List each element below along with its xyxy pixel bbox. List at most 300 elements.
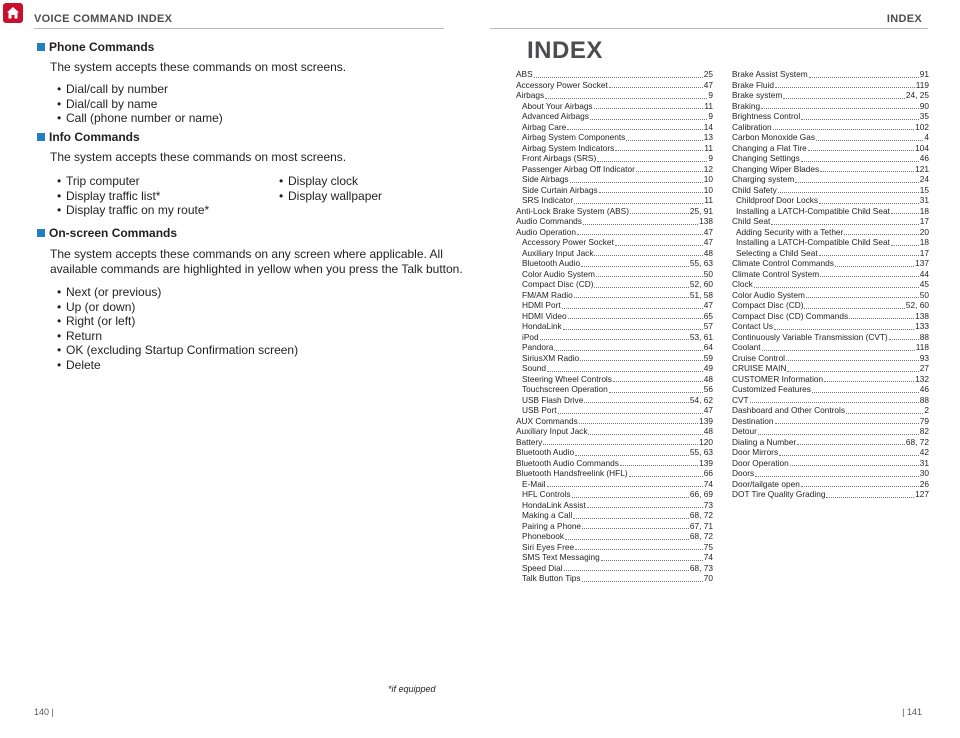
list-item: • Dial/call by name (57, 97, 346, 112)
left-page-header: VOICE COMMAND INDEX (34, 13, 173, 25)
dot-leader (761, 108, 919, 109)
index-entry[interactable] (732, 342, 929, 353)
index-entry-page[interactable]: 119 (915, 79, 929, 90)
index-entry-page[interactable]: 10 (703, 184, 713, 195)
index-entry[interactable] (516, 185, 713, 196)
index-entry-term: USB Flash Drive (522, 394, 584, 405)
index-entry-page[interactable]: 118 (915, 342, 929, 352)
index-entry-page[interactable]: 65 (703, 310, 713, 321)
index-entry[interactable] (732, 290, 929, 301)
dot-leader (567, 129, 702, 130)
index-entry[interactable] (516, 405, 713, 416)
index-entry[interactable] (516, 174, 713, 185)
right-page-header: INDEX (886, 13, 922, 25)
index-entry-term: Doors (732, 468, 755, 478)
index-entry[interactable] (732, 195, 929, 206)
dot-leader (844, 234, 918, 235)
index-entry-page[interactable]: 46 (919, 153, 929, 163)
index-entry[interactable] (516, 384, 713, 395)
index-entry-term: Audio Commands (516, 216, 582, 226)
index-title: INDEX (527, 37, 603, 64)
index-entry-page[interactable]: 90 (919, 100, 929, 111)
index-entry[interactable] (732, 405, 929, 416)
index-entry-term: Color Audio System (522, 268, 595, 279)
index-entry-term: Compact Disc (CD) (522, 279, 594, 289)
section-marker-icon (37, 229, 45, 237)
index-entry-term: Contact Us (732, 321, 774, 331)
index-entry[interactable] (732, 248, 929, 259)
index-entry-term: Auxiliary Input Jack (522, 247, 594, 258)
index-entry[interactable] (732, 363, 929, 374)
index-entry-page[interactable]: 35 (919, 111, 929, 121)
index-entry[interactable] (516, 216, 713, 227)
index-entry[interactable] (516, 258, 713, 269)
index-entry[interactable] (732, 90, 929, 101)
index-entry-page[interactable]: 13 (703, 132, 713, 142)
index-entry[interactable] (516, 510, 713, 521)
index-entry-page[interactable]: 55, 63 (689, 447, 713, 457)
dot-leader (570, 182, 703, 183)
index-entry-page[interactable]: 25 (703, 69, 713, 79)
index-entry-page[interactable]: 56 (703, 384, 713, 394)
index-entry[interactable] (732, 153, 929, 164)
index-entry-page[interactable]: 48 (703, 426, 713, 436)
index-entry-page[interactable]: 50 (919, 289, 929, 300)
index-entry-term: Making a Call (522, 510, 573, 520)
index-entry-term: Airbag System Components (522, 132, 626, 142)
footnote: *if equipped (388, 684, 436, 694)
index-entry-page[interactable]: 121 (915, 163, 929, 174)
dot-leader (809, 77, 919, 78)
index-entry[interactable] (516, 521, 713, 532)
index-entry[interactable] (732, 279, 929, 290)
index-entry[interactable] (516, 542, 713, 553)
index-entry-term: Clock (732, 279, 753, 289)
index-entry-page[interactable]: 53, 61 (689, 331, 713, 342)
index-entry-term: Installing a LATCH-Compatible Child Seat (736, 205, 890, 216)
index-entry[interactable] (516, 227, 713, 238)
index-entry-term: Phonebook (522, 531, 564, 541)
dot-leader (786, 360, 919, 361)
index-entry[interactable] (516, 195, 713, 206)
index-entry[interactable] (732, 164, 929, 175)
dot-leader (806, 297, 919, 298)
index-entry-page[interactable]: 18 (919, 205, 929, 216)
dot-leader (590, 119, 707, 120)
index-entry-page[interactable]: 26 (919, 478, 929, 489)
index-entry[interactable] (732, 174, 929, 185)
dot-leader (820, 171, 914, 172)
index-entry[interactable] (516, 426, 713, 437)
index-entry-term: Passenger Airbag Off Indicator (522, 163, 635, 174)
index-entry[interactable] (732, 227, 929, 238)
index-entry-page[interactable]: 68, 72 (689, 510, 713, 520)
index-entry[interactable] (516, 311, 713, 322)
index-entry-page[interactable]: 11 (704, 100, 713, 111)
index-entry[interactable] (732, 321, 929, 332)
index-entry-page[interactable]: 74 (703, 552, 713, 562)
index-entry-page[interactable]: 9 (708, 111, 713, 121)
index-entry[interactable] (732, 122, 929, 133)
index-entry[interactable] (732, 237, 929, 248)
section-intro: The system accepts these commands on most screens. (50, 60, 347, 74)
index-entry-page[interactable]: 31 (919, 195, 929, 205)
index-entry-term: HondaLink Assist (522, 499, 586, 510)
index-entry-term: Changing Settings (732, 153, 800, 163)
index-entry-page[interactable]: 48 (703, 247, 713, 258)
index-entry[interactable] (516, 395, 713, 406)
index-entry[interactable] (516, 374, 713, 385)
index-entry[interactable] (732, 111, 929, 122)
index-entry-term: Pandora (522, 342, 554, 352)
index-entry[interactable] (516, 153, 713, 164)
dot-leader (750, 402, 919, 403)
index-entry[interactable] (516, 269, 713, 280)
index-entry-page[interactable]: 55, 63 (689, 258, 713, 268)
index-entry[interactable] (516, 563, 713, 574)
index-entry-page[interactable]: 17 (919, 216, 929, 226)
index-entry[interactable] (516, 111, 713, 122)
dot-leader (609, 392, 703, 393)
dot-leader (795, 182, 919, 183)
dot-leader (846, 413, 923, 414)
index-entry[interactable] (732, 69, 929, 80)
index-entry[interactable] (516, 300, 713, 311)
index-entry-page[interactable]: 17 (919, 247, 929, 258)
dot-leader (562, 308, 703, 309)
index-entry-page[interactable]: 10 (703, 174, 713, 184)
dot-leader (826, 497, 914, 498)
index-entry-term: Continuously Variable Transmission (CVT) (732, 331, 888, 342)
index-entry-page[interactable]: 11 (704, 195, 713, 205)
index-entry[interactable] (732, 143, 929, 154)
index-entry-page[interactable]: 68, 72 (905, 436, 929, 447)
home-icon[interactable] (3, 3, 23, 23)
index-entry-page[interactable]: 44 (919, 268, 929, 279)
index-entry[interactable] (516, 489, 713, 500)
index-entry-page[interactable]: 11 (704, 142, 713, 153)
index-entry-page[interactable]: 24, 25 (905, 90, 929, 100)
dot-leader (629, 476, 703, 477)
dot-leader (582, 528, 689, 529)
index-entry-page[interactable]: 104 (915, 142, 929, 153)
index-entry-page[interactable]: 68, 72 (689, 531, 713, 541)
index-entry[interactable] (516, 290, 713, 301)
index-entry[interactable] (732, 426, 929, 437)
index-entry-page[interactable]: 49 (703, 363, 713, 373)
dot-leader (543, 444, 698, 445)
index-entry-term: FM/AM Radio (522, 289, 573, 300)
bullet-list (279, 174, 487, 218)
index-entry-page[interactable]: 46 (919, 384, 929, 394)
index-entry-page[interactable]: 47 (703, 300, 713, 310)
index-entry[interactable] (516, 69, 713, 80)
index-entry[interactable] (732, 374, 929, 385)
index-entry-page[interactable]: 2 (924, 405, 929, 415)
index-entry[interactable] (516, 101, 713, 112)
index-entry[interactable] (732, 384, 929, 395)
index-entry-page[interactable]: 12 (703, 163, 713, 174)
index-entry-page[interactable]: 54, 62 (689, 394, 713, 405)
index-entry-page[interactable]: 45 (919, 279, 929, 289)
index-entry-term: Door Mirrors (732, 447, 779, 457)
dot-leader (540, 339, 689, 340)
index-entry-page[interactable]: 82 (919, 426, 929, 436)
index-entry-term: Side Airbags (522, 174, 569, 184)
dot-leader (575, 455, 689, 456)
dot-leader (587, 507, 703, 508)
index-entry-page[interactable]: 9 (708, 90, 713, 100)
index-entry-page[interactable]: 127 (915, 489, 929, 499)
index-entry-term: Changing a Flat Tire (732, 142, 807, 153)
index-entry-term: CUSTOMER Information (732, 373, 824, 384)
index-entry-page[interactable]: 48 (703, 373, 713, 384)
index-entry[interactable] (732, 185, 929, 196)
index-entry-page[interactable]: 73 (703, 499, 713, 510)
index-entry-term: Detour (732, 426, 757, 436)
dot-leader (580, 360, 703, 361)
index-entry[interactable] (732, 269, 929, 280)
index-entry[interactable] (732, 300, 929, 311)
index-entry[interactable] (732, 458, 929, 469)
index-entry-page[interactable]: 132 (915, 373, 929, 384)
index-entry-term: SMS Text Messaging (522, 552, 600, 562)
index-entry[interactable] (732, 479, 929, 490)
index-entry[interactable] (516, 458, 713, 469)
dot-leader (594, 287, 688, 288)
index-entry-term: Siri Eyes Free (522, 541, 575, 552)
index-entry-page[interactable]: 79 (919, 415, 929, 426)
dot-leader (787, 371, 918, 372)
index-entry-page[interactable]: 18 (919, 237, 929, 247)
index-entry-page[interactable]: 24 (919, 174, 929, 184)
index-entry[interactable] (516, 279, 713, 290)
index-entry-page[interactable]: 137 (915, 258, 929, 268)
dot-leader (584, 402, 689, 403)
index-entry[interactable] (732, 437, 929, 448)
dot-leader (597, 161, 707, 162)
dot-leader (572, 497, 689, 498)
index-entry-page[interactable]: 25, 91 (689, 205, 713, 216)
index-entry[interactable] (732, 132, 929, 143)
dot-leader (762, 350, 915, 351)
index-entry[interactable] (516, 332, 713, 343)
section-intro: The system accepts these commands on most screens. (50, 150, 347, 164)
index-entry-term: E-Mail (522, 478, 546, 489)
index-entry[interactable] (732, 311, 929, 322)
list-item: • Display clock (279, 174, 487, 189)
index-entry-page[interactable]: 88 (919, 331, 929, 342)
index-entry-page[interactable]: 57 (703, 321, 713, 331)
dot-leader (626, 140, 702, 141)
index-entry-page[interactable]: 15 (919, 184, 929, 195)
index-entry-term: HDMI Video (522, 310, 567, 321)
index-entry-page[interactable]: 67, 71 (689, 520, 713, 531)
dot-leader (579, 423, 698, 424)
index-entry-term: Compact Disc (CD) (732, 300, 804, 310)
index-entry-page[interactable]: 42 (919, 447, 929, 457)
index-entry[interactable] (732, 332, 929, 343)
index-entry-term: HDMI Port (522, 300, 561, 310)
list-item: • Display traffic on my route* (57, 203, 265, 218)
index-entry-page[interactable]: 51, 58 (689, 289, 713, 300)
index-entry[interactable] (732, 206, 929, 217)
index-entry[interactable] (516, 122, 713, 133)
index-entry-page[interactable]: 93 (919, 352, 929, 363)
index-entry[interactable] (516, 479, 713, 490)
header-divider-right (490, 28, 928, 29)
index-entry[interactable] (732, 468, 929, 479)
index-entry-term: Door/tailgate open (732, 478, 800, 489)
index-entry[interactable] (516, 416, 713, 427)
index-entry-page[interactable]: 133 (915, 321, 929, 331)
index-entry-page[interactable]: 74 (703, 478, 713, 489)
index-entry-term: Brightness Control (732, 111, 801, 121)
index-entry[interactable] (732, 353, 929, 364)
index-entry-term: Child Seat (732, 216, 771, 226)
index-entry[interactable] (516, 80, 713, 91)
index-entry-page[interactable]: 70 (703, 573, 713, 583)
dot-leader (577, 234, 703, 235)
index-entry-page[interactable]: 27 (919, 363, 929, 373)
dot-leader (808, 150, 914, 151)
index-entry-term: Accessory Power Socket (516, 79, 608, 90)
list-item: • OK (excluding Startup Confirmation screen) (57, 343, 463, 358)
index-entry-page[interactable]: 139 (699, 457, 713, 468)
index-entry-term: Advanced Airbags (522, 111, 589, 121)
index-entry[interactable] (516, 468, 713, 479)
dot-leader (849, 318, 914, 319)
dot-leader (547, 371, 703, 372)
index-entry-page[interactable]: 138 (915, 310, 929, 321)
index-entry[interactable] (732, 101, 929, 112)
index-entry-page[interactable]: 9 (708, 153, 713, 163)
index-entry-page[interactable]: 52, 60 (689, 279, 713, 289)
index-entry[interactable] (732, 80, 929, 91)
index-entry[interactable] (516, 206, 713, 217)
index-entry[interactable] (516, 552, 713, 563)
list-item: • Return (57, 329, 463, 344)
dot-leader (775, 87, 915, 88)
index-entry[interactable] (732, 489, 929, 500)
index-entry-term: Braking (732, 100, 761, 111)
index-entry[interactable] (516, 353, 713, 364)
list-item: • Delete (57, 358, 463, 373)
index-entry-page[interactable]: 66 (703, 468, 713, 478)
index-entry-term: Changing Wiper Blades (732, 163, 820, 174)
dot-leader (779, 455, 919, 456)
index-entry-page[interactable]: 64 (703, 342, 713, 352)
index-entry-page[interactable]: 91 (919, 69, 929, 79)
index-entry[interactable] (516, 90, 713, 101)
index-entry[interactable] (516, 447, 713, 458)
section-heading: On-screen Commands (37, 226, 463, 240)
index-entry[interactable] (732, 416, 929, 427)
dot-leader (565, 539, 689, 540)
index-entry-page[interactable]: 47 (703, 405, 713, 415)
dot-leader (783, 98, 905, 99)
index-entry-term: Bluetooth Audio (522, 258, 581, 268)
index-entry[interactable] (732, 258, 929, 269)
list-item: • Trip computer (57, 174, 265, 189)
index-entry[interactable] (516, 248, 713, 259)
index-entry-page[interactable]: 47 (703, 79, 713, 90)
index-entry-page[interactable]: 102 (915, 121, 929, 132)
index-entry-term: Dialing a Number (732, 436, 797, 447)
list-item: • Right (or left) (57, 314, 463, 329)
index-entry-page[interactable]: 138 (699, 216, 713, 226)
index-entry[interactable] (516, 500, 713, 511)
index-entry-page[interactable]: 4 (924, 132, 929, 142)
bullet-list (57, 174, 265, 218)
index-entry[interactable] (516, 342, 713, 353)
index-entry-term: iPod (522, 331, 539, 342)
index-entry[interactable] (516, 164, 713, 175)
index-entry-term: Audio Operation (516, 226, 576, 237)
index-entry-term: Charging system (732, 174, 795, 184)
dot-leader (891, 213, 919, 214)
index-entry-term: AUX Commands (516, 415, 578, 426)
index-entry[interactable] (516, 437, 713, 448)
index-entry[interactable] (516, 143, 713, 154)
index-entry-page[interactable]: 14 (703, 121, 713, 132)
index-entry-page[interactable]: 47 (703, 226, 713, 237)
index-entry[interactable] (516, 132, 713, 143)
index-entry-term: Brake Fluid (732, 79, 774, 90)
index-entry[interactable] (732, 395, 929, 406)
index-entry[interactable] (516, 573, 713, 584)
index-entry-page[interactable]: 50 (703, 268, 713, 279)
index-entry-term: Door Operation (732, 457, 789, 468)
index-column-2 (732, 69, 929, 500)
index-entry-term: Auxiliary Input Jack (516, 426, 588, 436)
index-entry-page[interactable]: 47 (703, 237, 713, 247)
index-entry-page[interactable]: 120 (699, 436, 713, 447)
index-entry-term: Color Audio System (732, 289, 805, 300)
right-page-number: | 141 (902, 707, 922, 717)
dot-leader (615, 245, 703, 246)
index-entry[interactable] (732, 216, 929, 227)
index-entry-page[interactable]: 31 (919, 457, 929, 468)
dot-leader (558, 413, 703, 414)
index-entry[interactable] (516, 363, 713, 374)
index-entry-term: Side Curtain Airbags (522, 184, 598, 195)
index-entry-page[interactable]: 66, 69 (689, 489, 713, 499)
index-entry-page[interactable]: 59 (703, 352, 713, 363)
index-entry[interactable] (516, 531, 713, 542)
index-entry-page[interactable]: 75 (703, 541, 713, 552)
index-entry-term: Calibration (732, 121, 772, 132)
index-entry-page[interactable]: 68, 73 (689, 562, 713, 573)
section-marker-icon (37, 133, 45, 141)
index-entry[interactable] (516, 321, 713, 332)
dot-leader (891, 245, 919, 246)
index-entry-page[interactable]: 20 (919, 226, 929, 237)
index-entry[interactable] (732, 447, 929, 458)
index-entry-page[interactable]: 30 (919, 468, 929, 478)
dot-leader (790, 465, 919, 466)
index-entry-page[interactable]: 139 (699, 415, 713, 426)
index-entry-term: Brake system (732, 90, 783, 100)
index-entry-term: CRUISE MAIN (732, 363, 787, 373)
list-item: • Dial/call by number (57, 82, 346, 97)
index-entry[interactable] (516, 237, 713, 248)
index-entry-page[interactable]: 88 (919, 394, 929, 405)
dot-leader (773, 129, 914, 130)
index-entry-page[interactable]: 52, 60 (905, 300, 929, 310)
index-entry-term: Accessory Power Socket (522, 237, 614, 247)
dot-leader (574, 203, 703, 204)
